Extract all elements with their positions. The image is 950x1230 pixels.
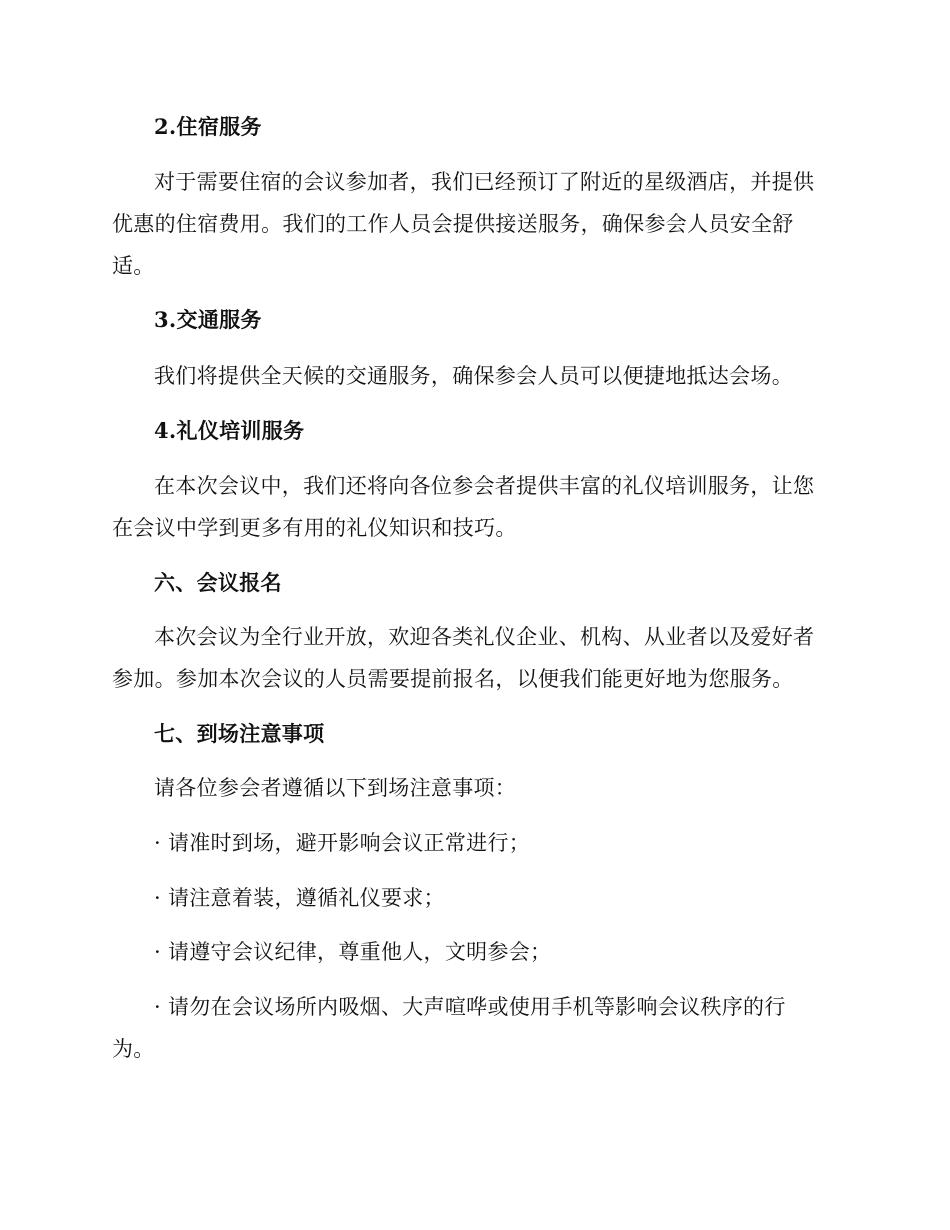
section-intro-arrival-notes: 请各位参会者遵循以下到场注意事项： (154, 776, 517, 800)
section-body-etiquette-training: 在本次会议中，我们还将向各位参会者提供丰富的礼仪培训服务，让您在会议中学到更多有用的礼仪知识和技巧。 (112, 474, 815, 540)
section-body-registration: 本次会议为全行业开放，欢迎各类礼仪企业、机构、从业者以及爱好者参加。参加本次会议的人员需要提前报名，以便我们能更好地为您服务。 (112, 625, 815, 691)
section-heading-accommodation: 2.住宿服务 (154, 114, 262, 139)
list-item: · 请勿在会议场所内吸烟、大声喧哗或使用手机等影响会议秩序的行为。 (112, 995, 786, 1061)
list-item: · 请准时到场，避开影响会议正常进行； (154, 831, 531, 855)
list-item: · 请遵守会议纪律，尊重他人，文明参会； (154, 940, 552, 964)
section-body-transport: 我们将提供全天候的交通服务，确保参会人员可以便捷地抵达会场。 (154, 364, 793, 388)
section-heading-arrival-notes: 七、到场注意事项 (154, 721, 325, 746)
section-heading-transport: 3.交通服务 (154, 307, 262, 332)
section-heading-etiquette-training: 4.礼仪培训服务 (154, 418, 305, 443)
section-body-accommodation: 对于需要住宿的会议参加者，我们已经预订了附近的星级酒店，并提供优惠的住宿费用。我们的工作人员会提供接送服务，确保参会人员安全舒适。 (112, 170, 815, 278)
list-item: · 请注意着装，遵循礼仪要求； (154, 886, 445, 910)
section-heading-registration: 六、会议报名 (154, 570, 282, 595)
